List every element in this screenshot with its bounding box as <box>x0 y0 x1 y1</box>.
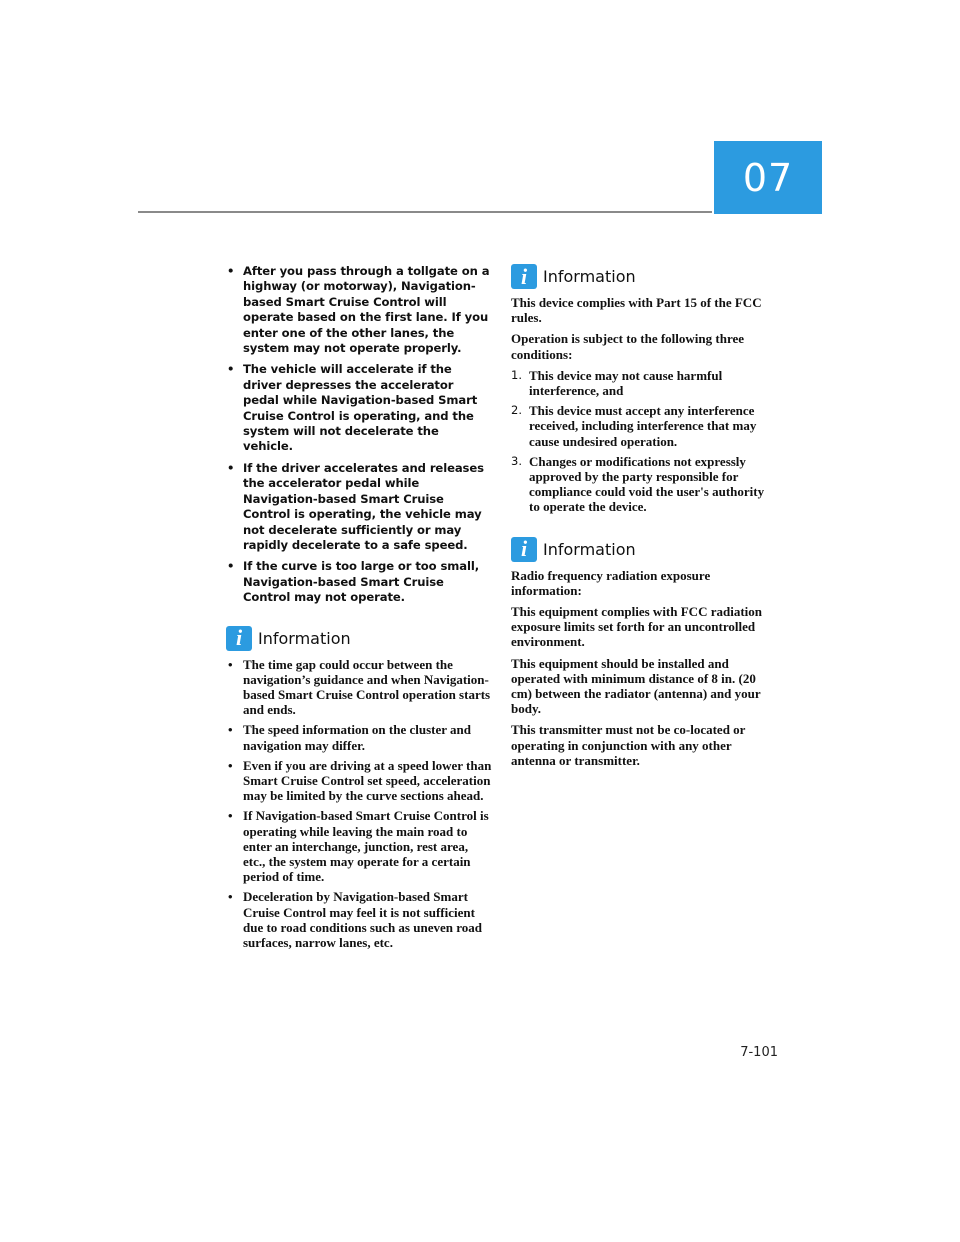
info-title: Information <box>543 539 636 559</box>
info-paragraph: This equipment complies with FCC radiation exposure limits set forth for an uncontrolled environment. <box>511 604 762 650</box>
info-icon: i <box>226 626 252 651</box>
list-item: • If Navigation-based Smart Cruise Control is operating while leaving the main road to enter an interchange, junction, rest area, etc., the system may operate for a certain period of time. <box>228 808 489 885</box>
list-item: • Deceleration by Navigation-based Smart Cruise Control may feel it is not sufficient due to road conditions such as uneven road surfaces, narrow lanes, etc. <box>228 889 482 950</box>
info-title: Information <box>543 267 636 286</box>
right-column <box>511 264 773 774</box>
info-paragraph: Radio frequency radiation exposure information: <box>511 567 711 598</box>
left-column <box>226 264 492 955</box>
info-paragraph: Operation is subject to the following three conditions: <box>511 331 745 362</box>
list-item: • If the curve is too large or too small, Navigation-based Smart Cruise Control may not operate. <box>227 559 480 605</box>
info-box-rf <box>511 537 773 768</box>
list-item: • Even if you are driving at a speed lower than Smart Cruise Control set speed, acceleration may be limited by the curve sections ahead. <box>228 757 492 804</box>
info-paragraph: This device complies with Part 15 of the FCC rules. <box>511 295 762 326</box>
list-item: • The time gap could occur between the navigation’s guidance and when Navigation-based Smart Cruise Control operation starts and ends. <box>228 656 491 718</box>
list-item: • The speed information on the cluster and navigation may differ. <box>228 722 471 753</box>
info-icon: i <box>511 537 537 562</box>
info-paragraph: This equipment should be installed and operated with minimum distance of 8 in. (20 cm) between the radiator (antenna) and your body. <box>511 655 761 717</box>
info-title: Information <box>258 628 351 648</box>
chapter-tab <box>714 141 822 214</box>
list-item: 1. This device may not cause harmful interference, and <box>511 367 723 399</box>
info-icon: i <box>511 264 537 289</box>
info-box-timing <box>226 626 492 951</box>
info-header <box>226 626 492 651</box>
list-item: 2. This device must accept any interference received, including interference that may cause undesired operation. <box>511 403 757 449</box>
info-paragraph: This transmitter must not be co-located or operating in conjunction with any other antenna or transmitter. <box>511 722 746 768</box>
info-header <box>511 537 773 562</box>
list-item: • If the driver accelerates and releases the accelerator pedal while Navigation-based Smart Cruise Control is operating, the vehicle may not decelerate sufficiently or may rapidly decelerate to a safe speed. <box>227 460 484 552</box>
list-item: • After you pass through a tollgate on a highway (or motorway), Navigation-based Smart Cruise Control will operate based on the first lane. If you enter one of the other lanes, the system may not operate properly. <box>227 264 490 356</box>
list-item: • The vehicle will accelerate if the driver depresses the accelerator pedal while Navigation-based Smart Cruise Control is operating, and the system will not decelerate the vehicle. <box>227 362 478 454</box>
page-number: 7-101 <box>740 1045 778 1060</box>
left-bullet-list <box>226 264 492 606</box>
info-bullet-list <box>226 657 492 951</box>
chapter-number: 07 <box>742 155 794 200</box>
info-header <box>511 264 773 289</box>
condition-list <box>511 368 773 515</box>
info-box-fcc <box>511 264 773 515</box>
list-item: 3. Changes or modifications not expressly approved by the party responsible for compliance could void the user's authority to operate the device. <box>511 453 765 515</box>
header-rule <box>138 211 712 213</box>
